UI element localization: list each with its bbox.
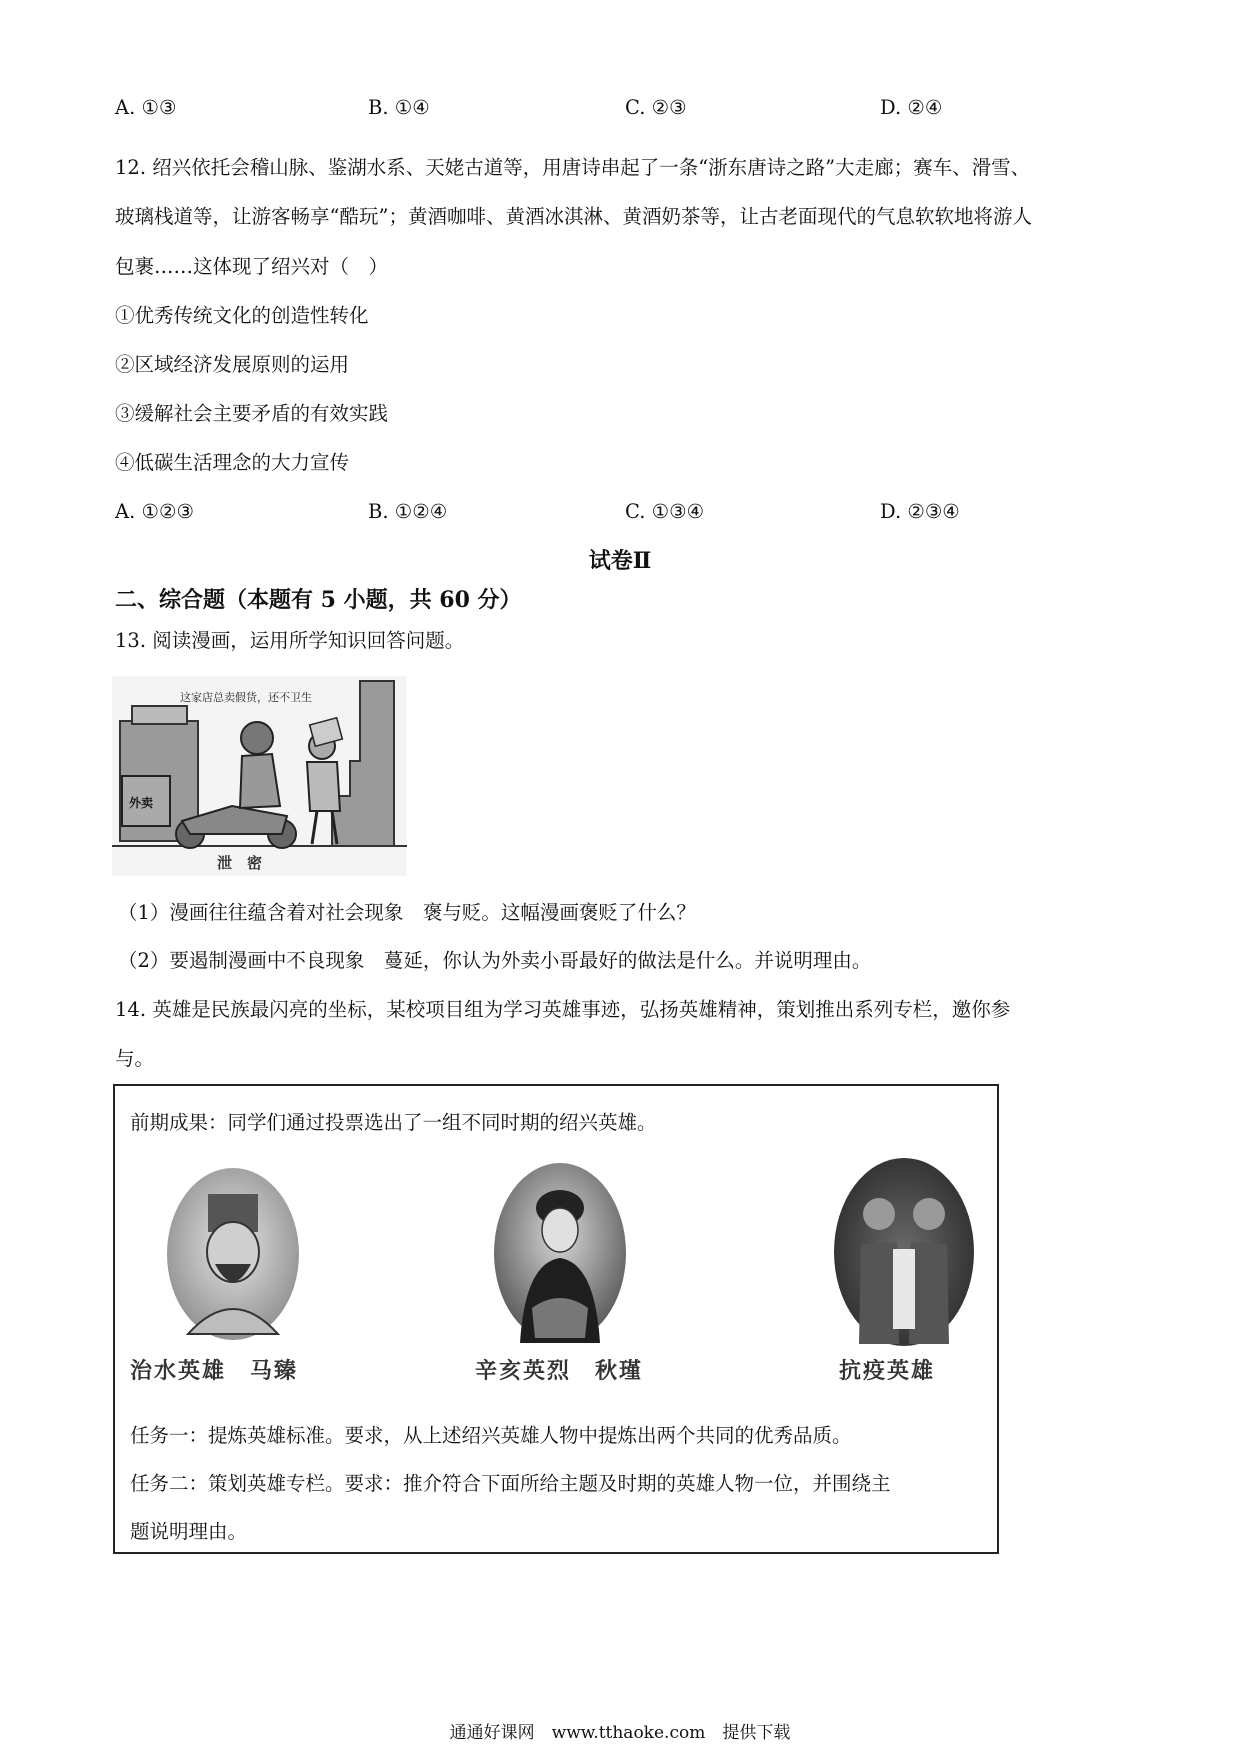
q12-item-4: ④低碳生活理念的大力宣传 [115, 451, 350, 474]
q14-stem-line-1: 14. 英雄是民族最闪亮的坐标，某校项目组为学习英雄事迹，弘扬英雄精神，策划推出系列专栏，邀你参 [115, 998, 1011, 1021]
q11-option-a: A. ①③ [115, 96, 177, 119]
q13-part-1: （1）漫画往往蕴含着对社会现象 褒与贬。这幅漫画褒贬了什么？ [118, 901, 696, 924]
cartoon-sign-text: 外卖 [129, 796, 154, 810]
q12-option-b: B. ①②④ [368, 500, 448, 523]
section-2-heading: 二、综合题（本题有 5 小题，共 60 分） [115, 587, 522, 613]
cartoon-caption: 泄 密 [217, 854, 263, 872]
hero-caption-1: 治水英雄 马臻 [130, 1359, 299, 1384]
cartoon-speech-text: 这家店总卖假货，还不卫生 [180, 691, 312, 704]
q14-info-box [113, 1084, 999, 1554]
q12-option-a: A. ①②③ [115, 500, 194, 523]
box-intro: 前期成果：同学们通过投票选出了一组不同时期的绍兴英雄。 [130, 1111, 657, 1134]
q11-option-c: C. ②③ [625, 96, 687, 119]
hero-portrait-ma-zhen [163, 1164, 303, 1348]
page-footer: 通通好课网 www.tthaoke.com 提供下载 [449, 1723, 791, 1743]
hero-portrait-qiu-jin [490, 1158, 630, 1352]
hero-caption-3: 抗疫英雄 [839, 1359, 936, 1384]
paper-2-title: 试卷Ⅱ [588, 548, 652, 574]
q13-cartoon [112, 676, 407, 876]
q14-stem-line-2: 与。 [115, 1047, 155, 1070]
q13-part-2: （2）要遏制漫画中不良现象 蔓延，你认为外卖小哥最好的做法是什么。并说明理由。 [118, 949, 872, 972]
q12-stem-line-3: 包裹……这体现了绍兴对（ ） [115, 255, 389, 278]
q12-item-2: ②区域经济发展原则的运用 [115, 353, 350, 376]
task-2-line-1: 任务二：策划英雄专栏。要求：推介符合下面所给主题及时期的英雄人物一位，并围绕主 [130, 1472, 891, 1495]
q12-option-d: D. ②③④ [880, 500, 960, 523]
q11-option-d: D. ②④ [880, 96, 943, 119]
cartoon-illustration [112, 676, 407, 876]
hero-caption-2: 辛亥英烈 秋瑾 [475, 1359, 644, 1384]
q12-option-c: C. ①③④ [625, 500, 705, 523]
q12-item-1: ①优秀传统文化的创造性转化 [115, 304, 369, 327]
q12-stem-line-1: 12. 绍兴依托会稽山脉、鉴湖水系、天姥古道等，用唐诗串起了一条“浙东唐诗之路”大走廊；赛车、滑雪、 [115, 156, 1031, 179]
q12-stem-line-2: 玻璃栈道等，让游客畅享“酷玩”；黄酒咖啡、黄酒冰淇淋、黄酒奶茶等，让古老面现代的气息软软地将游人 [115, 205, 1032, 228]
q11-option-b: B. ①④ [368, 96, 430, 119]
q13-stem: 13. 阅读漫画，运用所学知识回答问题。 [115, 629, 465, 652]
hero-portrait-anti-epidemic [831, 1154, 977, 1354]
task-1: 任务一：提炼英雄标准。要求，从上述绍兴英雄人物中提炼出两个共同的优秀品质。 [130, 1424, 852, 1447]
q12-item-3: ③缓解社会主要矛盾的有效实践 [115, 402, 389, 425]
task-2-line-2: 题说明理由。 [130, 1520, 248, 1543]
